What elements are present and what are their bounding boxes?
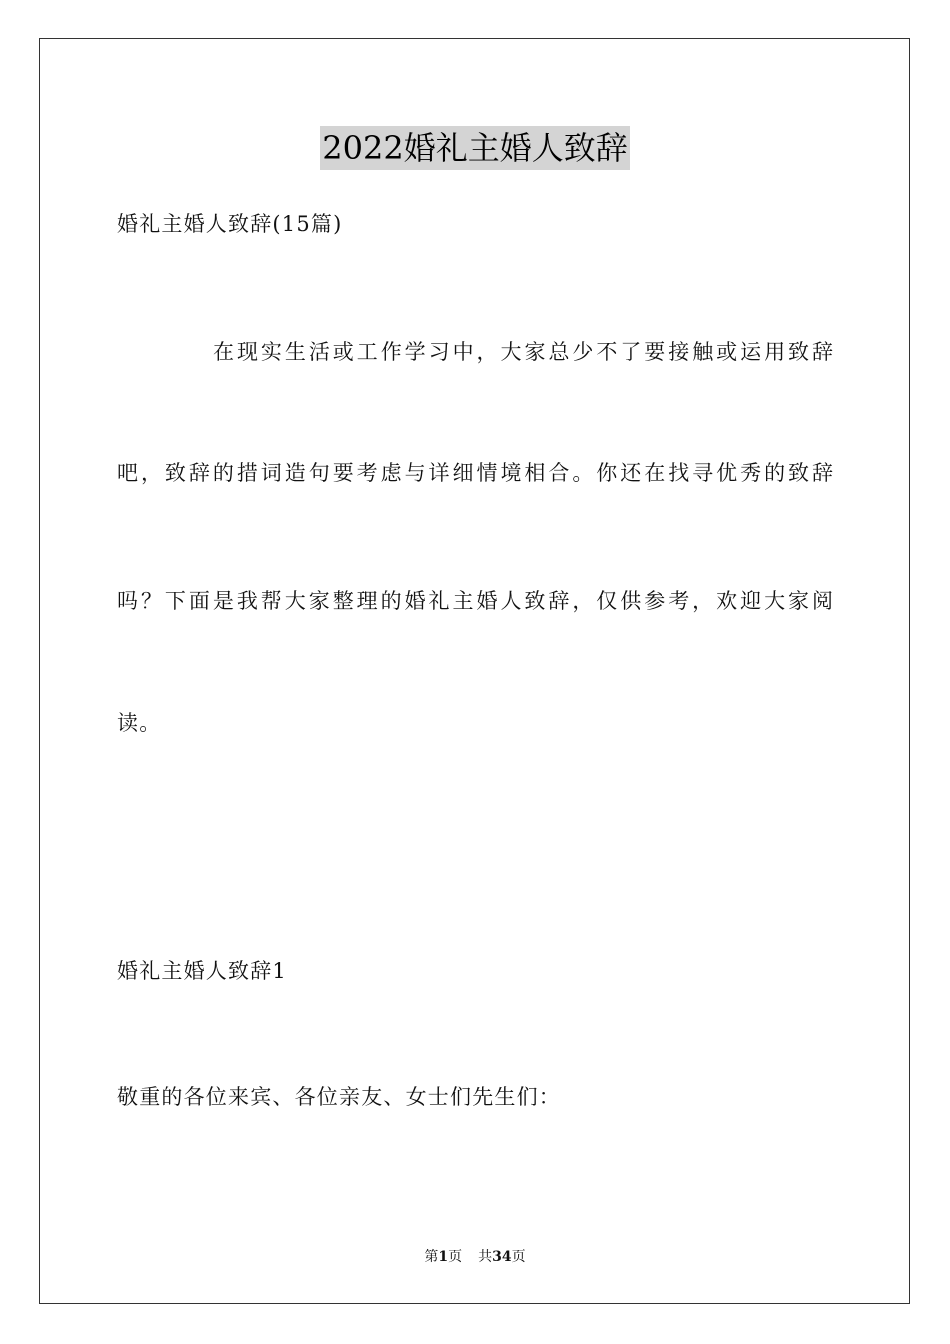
greeting-line: 敬重的各位来宾、各位亲友、女士们先生们： [117, 1085, 561, 1109]
document-subtitle: 婚礼主婚人致辞(15篇) [117, 212, 343, 236]
footer-total-prefix: 共 [478, 1249, 493, 1265]
document-title: 2022婚礼主婚人致辞 [320, 126, 629, 170]
footer-page-number: 1 [438, 1249, 449, 1265]
intro-line-2: 吧，致辞的措词造句要考虑与详细情境相合。你还在找寻优秀的致辞 [117, 461, 833, 485]
footer-page-suffix: 页 [448, 1249, 463, 1265]
footer-page-prefix: 第 [424, 1249, 439, 1265]
title-container [0, 126, 950, 170]
page-footer [0, 1247, 950, 1267]
footer-total-suffix: 页 [511, 1249, 526, 1265]
section-heading: 婚礼主婚人致辞1 [117, 959, 287, 983]
intro-line-1: 在现实生活或工作学习中，大家总少不了要接触或运用致辞 [213, 340, 833, 364]
footer-total-pages: 34 [492, 1249, 512, 1265]
intro-line-3: 吗？下面是我帮大家整理的婚礼主婚人致辞，仅供参考，欢迎大家阅 [117, 589, 833, 613]
intro-line-4: 读。 [117, 711, 162, 735]
